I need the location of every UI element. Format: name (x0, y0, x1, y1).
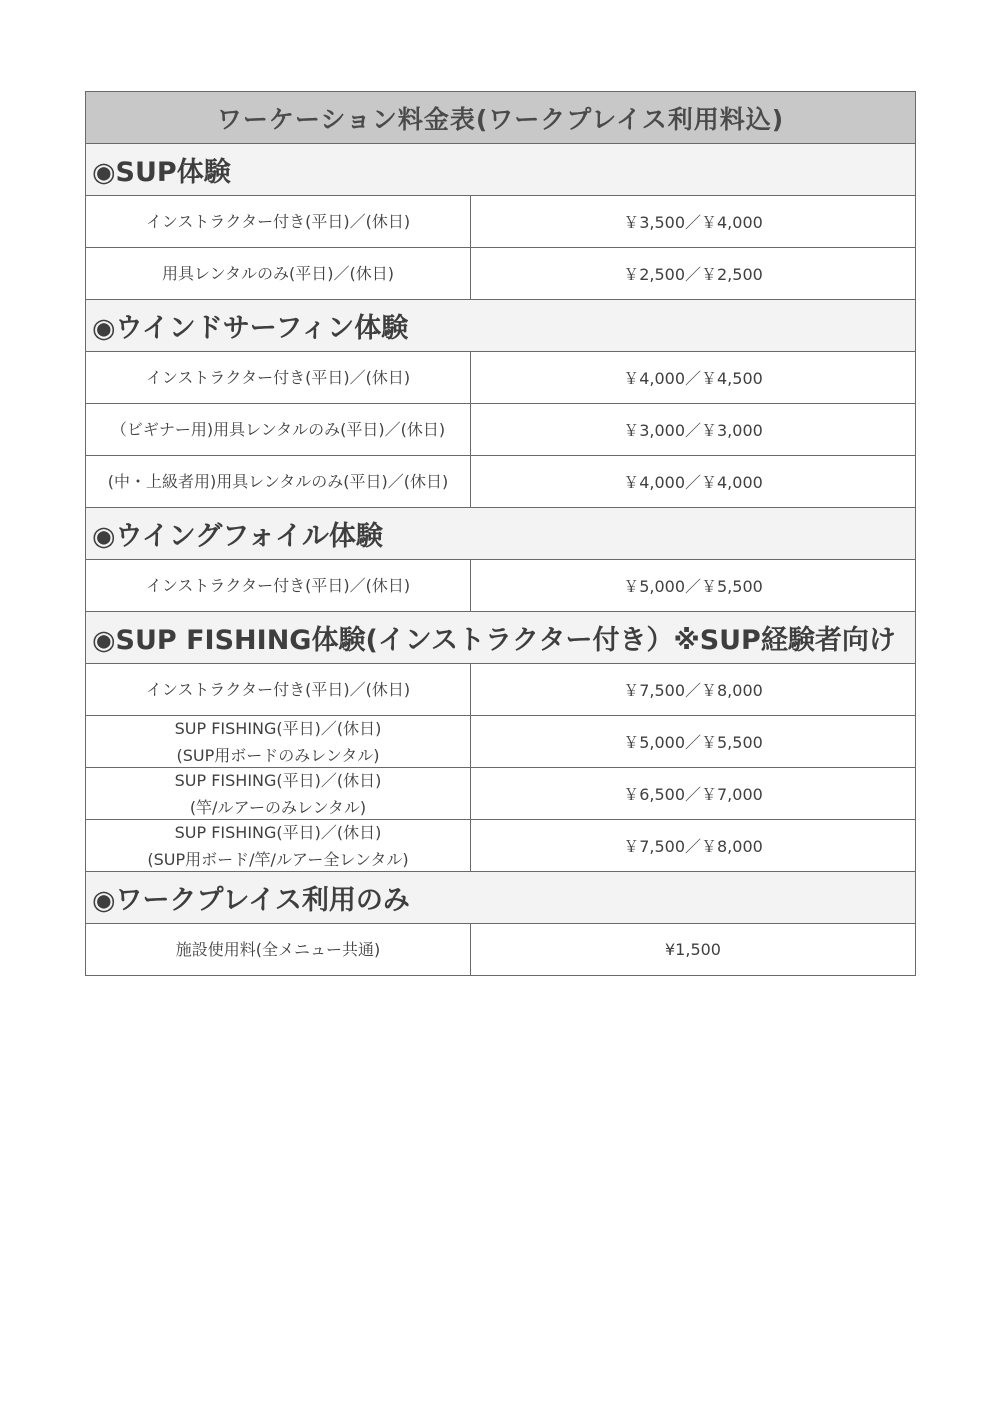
item-price: ￥3,500／￥4,000 (623, 213, 763, 232)
item-label-line: 用具レンタルのみ(平日)／(休日) (162, 264, 394, 283)
item-label-line: インストラクター付き(平日)／(休日) (145, 680, 411, 699)
item-label-line: SUP FISHING(平日)／(休日) (174, 718, 382, 738)
page-title: ワーケーション料金表(ワークプレイス利用料込) (86, 92, 915, 144)
table-row (86, 924, 915, 976)
table-row (86, 664, 915, 716)
item-label (86, 196, 471, 247)
section-heading-windsurfing: ◉ウインドサーフィン体験 (86, 300, 915, 352)
price-table (85, 91, 916, 976)
item-label-line: 施設使用料(全メニュー共通) (175, 940, 381, 959)
item-label-line: (SUP用ボード/竿/ルアー全レンタル) (147, 849, 409, 869)
table-row (86, 352, 915, 404)
section-heading-workplace: ◉ワークプレイス利用のみ (86, 872, 915, 924)
item-price: ￥2,500／￥2,500 (623, 265, 763, 284)
item-label-line: SUP FISHING(平日)／(休日) (174, 822, 382, 842)
item-price: ￥7,500／￥8,000 (623, 837, 763, 856)
item-label-line: (中・上級者用)用具レンタルのみ(平日)／(休日) (107, 472, 449, 491)
item-label (86, 404, 471, 455)
section-heading-wingfoil: ◉ウイングフォイル体験 (86, 508, 915, 560)
item-label (86, 664, 471, 715)
item-label (86, 352, 471, 403)
table-row (86, 456, 915, 508)
table-row (86, 560, 915, 612)
item-price: ￥4,000／￥4,000 (623, 473, 763, 492)
item-price: ￥6,500／￥7,000 (623, 785, 763, 804)
section-heading-sup: ◉SUP体験 (86, 144, 915, 196)
item-label (86, 248, 471, 299)
item-label (86, 820, 471, 871)
item-price: ¥1,500 (665, 940, 721, 959)
table-row (86, 768, 915, 820)
item-price: ￥4,000／￥4,500 (623, 369, 763, 388)
table-row (86, 248, 915, 300)
item-label (86, 560, 471, 611)
item-price: ￥7,500／￥8,000 (623, 681, 763, 700)
item-label-line: インストラクター付き(平日)／(休日) (145, 576, 411, 595)
table-row (86, 196, 915, 248)
item-label-line: SUP FISHING(平日)／(休日) (174, 770, 382, 790)
item-label (86, 456, 471, 507)
table-row (86, 820, 915, 872)
table-row (86, 716, 915, 768)
item-price: ￥5,000／￥5,500 (623, 577, 763, 596)
item-label-line: インストラクター付き(平日)／(休日) (145, 212, 411, 231)
item-label (86, 768, 471, 819)
item-label-line: インストラクター付き(平日)／(休日) (145, 368, 411, 387)
table-row (86, 404, 915, 456)
item-label-line: (竿/ルアーのみレンタル) (189, 797, 367, 817)
item-label-line: (SUP用ボードのみレンタル) (176, 745, 380, 765)
item-label (86, 924, 471, 975)
item-label-line: （ビギナー用)用具レンタルのみ(平日)／(休日) (110, 420, 446, 439)
item-label (86, 716, 471, 767)
item-price: ￥5,000／￥5,500 (623, 733, 763, 752)
item-price: ￥3,000／￥3,000 (623, 421, 763, 440)
section-heading-sup-fishing: ◉SUP FISHING体験(インストラクター付き）※SUP経験者向け (86, 612, 915, 664)
